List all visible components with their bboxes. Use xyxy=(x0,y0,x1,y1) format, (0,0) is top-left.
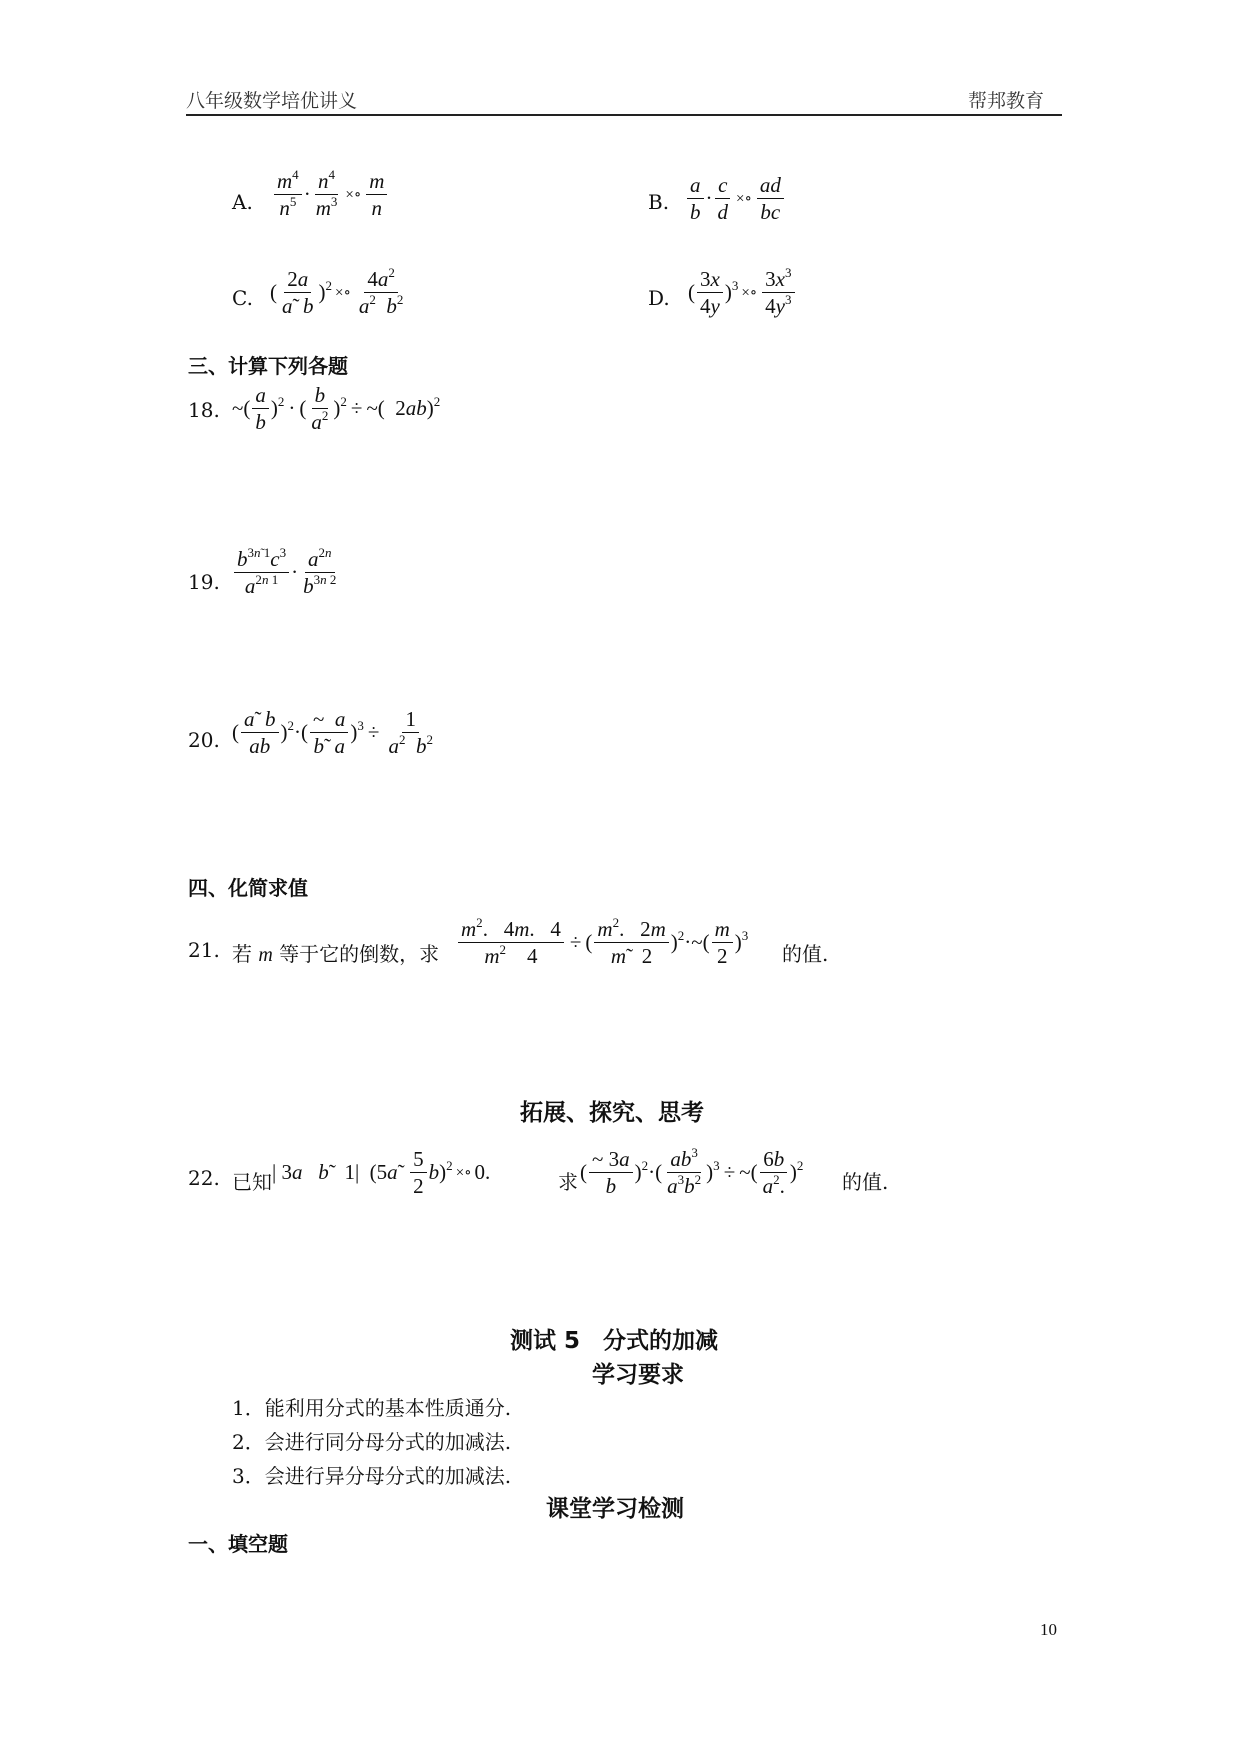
header-rule xyxy=(186,114,1062,116)
q21-suffix: 的值. xyxy=(782,942,829,966)
option-d-label: D. xyxy=(648,286,670,310)
q19-formula: $\frac{b^{3ñ 1}c^3}{a^{2n 1}}$ · $\frac{a^{2n}}{b^{3n 2}}$ xyxy=(232,548,341,597)
test5-requirements-heading: 学习要求 xyxy=(592,1362,684,1388)
q21-prefix-text: 若 xyxy=(232,942,252,966)
option-a-label: A. xyxy=(232,190,253,214)
option-c-label: C. xyxy=(232,286,253,310)
extension-heading: 拓展、探究、思考 xyxy=(520,1100,704,1126)
q22-number: 22. xyxy=(188,1166,220,1190)
q22-prefix: 已知 xyxy=(232,1170,272,1194)
section-3-heading: 三、计算下列各题 xyxy=(188,354,348,378)
q21-prefix xyxy=(232,938,439,967)
header-left: 八年级数学培优讲义 xyxy=(186,90,358,112)
classroom-check-heading: 课堂学习检测 xyxy=(546,1496,684,1522)
option-d-formula: ( $\frac{3x}{4y}$ )$^3$ ×∘ $\frac{3x^3}{4y^3}$ xyxy=(688,268,797,317)
q22-expression: ( $\frac{\sim 3a}{b}$ )$^2$ ·( $\frac{ab^3}{a^3b^2}$ )$^3$ ÷ ~( $\frac{6b}{a^2.}$ )$^2$ xyxy=(580,1144,804,1199)
requirement-2: 2．会进行同分母分式的加减法. xyxy=(232,1430,512,1454)
q18-number: 18. xyxy=(188,398,220,422)
page-number: 10 xyxy=(1040,1620,1057,1639)
q21-middle-text: 等于它的倒数，求 xyxy=(279,942,440,966)
q22-middle: 求 xyxy=(558,1170,578,1194)
test5-title: 测试 5 分式的加减 xyxy=(510,1328,719,1354)
option-b-label: B. xyxy=(648,190,670,214)
option-c-formula: ( $\frac{2a}{ã b}$ )$^2$ ×∘ $\frac{4a^2}{a^2 b^2}$ xyxy=(270,264,404,319)
option-a-formula: $\frac{m^4}{n^5}$ · $\frac{n^4}{m^3}$ ×∘ $\frac{m}{n}$ xyxy=(272,170,389,219)
q22-condition: | 3a b̃ 1| (5ã $\frac{5}{2}$ b)$^2$ ×∘ 0. xyxy=(272,1147,491,1199)
requirement-3: 3．会进行异分母分式的加减法. xyxy=(232,1464,512,1488)
q21-formula: $\frac{m^2. 4m. 4}{m^2 4}$ ÷ ( $\frac{m^2. 2m}{m̃ 2}$ )$^2$ ·~( $\frac{m}{2}$ )$^3$ xyxy=(456,918,748,967)
q20-formula: ( $\frac{ã b}{ab}$ )$^2$ ·( $\frac{\sim a}{b̃ a}$ )$^3$ ÷ $\frac{1}{a^2 b^2}$ xyxy=(232,707,433,759)
section-4-heading: 四、化简求值 xyxy=(188,876,308,900)
q22-suffix: 的值. xyxy=(842,1170,889,1194)
option-b-formula: $\frac{a}{b}$ · $\frac{c}{d}$ ×∘ $\frac{ad}{bc}$ xyxy=(685,174,786,223)
q20-number: 20. xyxy=(188,728,220,752)
q21-var: m xyxy=(258,944,273,966)
header-right: 帮邦教育 xyxy=(968,90,1045,112)
q18-formula: ~( $\frac{a}{b}$ )$^2$ · ( $\frac{b}{a^2}$ )$^2$ ÷ ~( 2ab)$^2$ xyxy=(232,383,441,435)
q21-number: 21. xyxy=(188,938,220,962)
requirement-1: 1．能利用分式的基本性质通分. xyxy=(232,1396,512,1420)
fill-in-heading: 一、填空题 xyxy=(188,1532,288,1556)
q19-number: 19. xyxy=(188,570,220,594)
